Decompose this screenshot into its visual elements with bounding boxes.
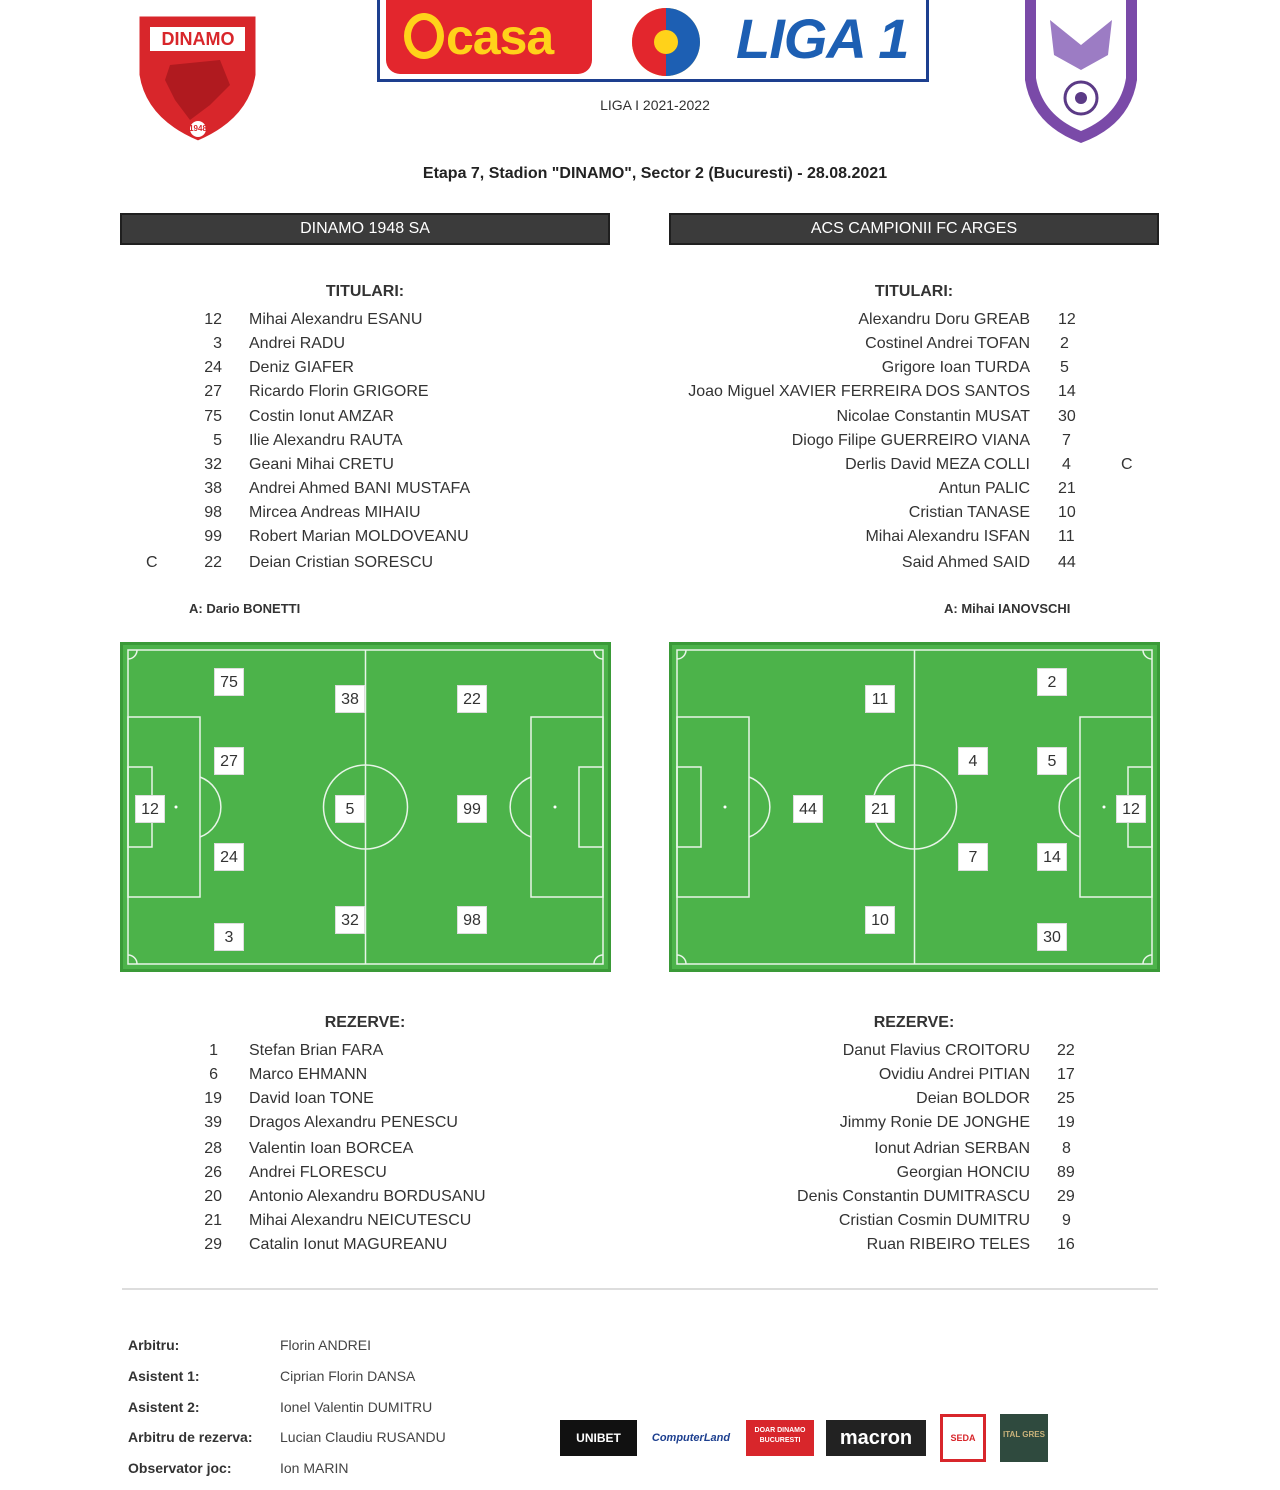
player-name: Derlis David MEZA COLLI bbox=[845, 456, 1030, 473]
away-team-bar: ACS CAMPIONII FC ARGES bbox=[669, 213, 1159, 245]
official-name: Ionel Valentin DUMITRU bbox=[280, 1399, 433, 1415]
home-coach: A: Dario BONETTI bbox=[189, 601, 301, 616]
player-number: 6 bbox=[209, 1066, 218, 1083]
player-number: 75 bbox=[204, 408, 222, 425]
list-item bbox=[640, 407, 1140, 431]
player-number: 4 bbox=[1062, 456, 1071, 473]
player-name: Ricardo Florin GRIGORE bbox=[249, 383, 429, 400]
away-starters-title: TITULARI: bbox=[874, 283, 954, 300]
pitch-player: 75 bbox=[214, 668, 244, 696]
player-name: Grigore Ioan TURDA bbox=[881, 359, 1030, 376]
player-name: Deian Cristian SORESCU bbox=[249, 554, 434, 571]
player-number: 8 bbox=[1062, 1140, 1071, 1157]
player-name: Antun PALIC bbox=[938, 480, 1030, 497]
player-number: 12 bbox=[204, 311, 222, 328]
player-number: 5 bbox=[213, 432, 222, 449]
player-name: Deian BOLDOR bbox=[916, 1090, 1030, 1107]
list-item bbox=[130, 1163, 610, 1187]
list-item bbox=[640, 1211, 1140, 1235]
player-name: Andrei Ahmed BANI MUSTAFA bbox=[249, 480, 471, 497]
list-item bbox=[640, 479, 1140, 503]
player-name: Cristian Cosmin DUMITRU bbox=[838, 1212, 1030, 1229]
list-item bbox=[640, 1089, 1140, 1113]
player-name: Ionut Adrian SERBAN bbox=[874, 1140, 1030, 1157]
list-item bbox=[640, 1163, 1140, 1187]
player-number: 10 bbox=[1058, 504, 1076, 521]
player-name: Costinel Andrei TOFAN bbox=[865, 335, 1030, 352]
list-item bbox=[130, 553, 610, 577]
player-number: 14 bbox=[1058, 383, 1076, 400]
player-name: Mihai Alexandru ISFAN bbox=[865, 528, 1030, 545]
pitch-player: 2 bbox=[1037, 668, 1067, 696]
liga-logo bbox=[377, 0, 929, 82]
official-name: Ion MARIN bbox=[280, 1460, 349, 1476]
player-number: 22 bbox=[1057, 1042, 1075, 1059]
player-name: Costin Ionut AMZAR bbox=[249, 408, 394, 425]
away-formation-pitch bbox=[669, 642, 1160, 972]
arges-crest bbox=[1020, 0, 1142, 145]
player-number: 12 bbox=[1058, 311, 1076, 328]
list-item bbox=[640, 455, 1140, 479]
football-icon bbox=[610, 2, 722, 76]
player-name: Mihai Alexandru NEICUTESCU bbox=[249, 1212, 472, 1229]
list-item bbox=[640, 1065, 1140, 1089]
official-label: Arbitru: bbox=[128, 1337, 180, 1353]
player-number: 38 bbox=[204, 480, 222, 497]
player-number: 11 bbox=[1058, 528, 1075, 545]
list-item bbox=[640, 334, 1140, 358]
pitch-player: 3 bbox=[214, 923, 244, 951]
player-number: 99 bbox=[204, 528, 222, 545]
player-number: 30 bbox=[1058, 408, 1076, 425]
list-item bbox=[130, 527, 610, 551]
sponsor-macron: macron bbox=[826, 1420, 926, 1456]
list-item bbox=[640, 358, 1140, 382]
pitch-player: 12 bbox=[1116, 795, 1146, 823]
list-item bbox=[130, 334, 610, 358]
list-item bbox=[130, 503, 610, 527]
player-number: 17 bbox=[1057, 1066, 1075, 1083]
player-number: 44 bbox=[1058, 554, 1076, 571]
sponsor-doar-dinamo: DOAR DINAMO BUCURESTI bbox=[746, 1420, 814, 1456]
dinamo-crest-text: DINAMO bbox=[161, 29, 235, 49]
official-name: Florin ANDREI bbox=[280, 1337, 372, 1353]
list-item bbox=[130, 358, 610, 382]
list-item bbox=[130, 1089, 610, 1113]
list-item bbox=[130, 1235, 610, 1259]
pitch-player: 14 bbox=[1037, 843, 1067, 871]
official-label: Asistent 1: bbox=[128, 1368, 200, 1384]
pitch-lines-icon bbox=[672, 645, 1157, 969]
list-item bbox=[640, 527, 1140, 551]
liga-text: LIGA 1 bbox=[736, 7, 909, 70]
list-item bbox=[640, 1041, 1140, 1065]
captain-marker: C bbox=[1121, 456, 1133, 473]
player-name: Antonio Alexandru BORDUSANU bbox=[249, 1188, 486, 1205]
player-name: Robert Marian MOLDOVEANU bbox=[249, 528, 469, 545]
list-item bbox=[130, 1139, 610, 1163]
player-name: Deniz GIAFER bbox=[249, 359, 354, 376]
player-number: 9 bbox=[1062, 1212, 1071, 1229]
player-number: 7 bbox=[1062, 432, 1071, 449]
pitch-player: 4 bbox=[958, 747, 988, 775]
list-item bbox=[130, 382, 610, 406]
player-name: David Ioan TONE bbox=[249, 1090, 374, 1107]
list-item bbox=[130, 431, 610, 455]
away-reserves-title: REZERVE: bbox=[873, 1014, 955, 1031]
pitch-player: 44 bbox=[793, 795, 823, 823]
arges-crest-icon bbox=[1020, 0, 1142, 145]
player-number: 26 bbox=[204, 1164, 222, 1181]
player-name: Alexandru Doru GREAB bbox=[858, 311, 1030, 328]
pitch-player: 10 bbox=[865, 906, 895, 934]
player-number: 98 bbox=[204, 504, 222, 521]
list-item bbox=[640, 431, 1140, 455]
player-number: 19 bbox=[1057, 1114, 1075, 1131]
list-item bbox=[130, 310, 610, 334]
player-name: Denis Constantin DUMITRASCU bbox=[797, 1188, 1030, 1205]
pitch-player: 99 bbox=[457, 795, 487, 823]
player-number: 5 bbox=[1060, 359, 1069, 376]
pitch-player: 7 bbox=[958, 843, 988, 871]
player-number: 22 bbox=[204, 554, 222, 571]
casa-logo bbox=[386, 0, 592, 74]
casa-c-icon bbox=[404, 13, 444, 59]
list-item bbox=[640, 1139, 1140, 1163]
player-name: Geani Mihai CRETU bbox=[249, 456, 394, 473]
player-number: 3 bbox=[213, 335, 222, 352]
dinamo-crest-year: 1948 bbox=[189, 124, 207, 133]
player-number: 29 bbox=[204, 1236, 222, 1253]
sponsor-computerland: ComputerLand bbox=[651, 1432, 731, 1444]
player-name: Marco EHMANN bbox=[249, 1066, 368, 1083]
pitch-player: 5 bbox=[335, 795, 365, 823]
player-name: Andrei FLORESCU bbox=[249, 1164, 387, 1181]
season-label: LIGA I 2021-2022 bbox=[600, 97, 710, 113]
player-number: 25 bbox=[1057, 1090, 1075, 1107]
pitch-player: 38 bbox=[335, 685, 365, 713]
player-name: Diogo Filipe GUERREIRO VIANA bbox=[791, 432, 1030, 449]
list-item bbox=[130, 1211, 610, 1235]
pitch-lines-icon bbox=[123, 645, 608, 969]
list-item bbox=[130, 1113, 610, 1137]
player-name: Andrei RADU bbox=[249, 335, 346, 352]
player-name: Catalin Ionut MAGUREANU bbox=[249, 1236, 448, 1253]
divider bbox=[122, 1288, 1158, 1290]
player-number: 29 bbox=[1057, 1188, 1075, 1205]
home-formation-pitch bbox=[120, 642, 611, 972]
official-name: Ciprian Florin DANSA bbox=[280, 1368, 416, 1384]
list-item bbox=[640, 382, 1140, 406]
sponsor-unibet: UNIBET bbox=[560, 1420, 637, 1456]
player-name: Said Ahmed SAID bbox=[901, 554, 1030, 571]
home-reserves-title: REZERVE: bbox=[324, 1014, 406, 1031]
list-item bbox=[640, 1113, 1140, 1137]
home-starters-title: TITULARI: bbox=[325, 283, 405, 300]
player-number: 20 bbox=[204, 1188, 222, 1205]
player-name: Nicolae Constantin MUSAT bbox=[836, 408, 1030, 425]
list-item bbox=[130, 455, 610, 479]
official-label: Asistent 2: bbox=[128, 1399, 200, 1415]
player-number: 24 bbox=[204, 359, 222, 376]
player-number: 28 bbox=[204, 1140, 222, 1157]
list-item bbox=[640, 1235, 1140, 1259]
player-number: 27 bbox=[204, 383, 222, 400]
player-name: Valentin Ioan BORCEA bbox=[249, 1140, 414, 1157]
pitch-player: 27 bbox=[214, 747, 244, 775]
player-number: 19 bbox=[204, 1090, 222, 1107]
player-name: Ilie Alexandru RAUTA bbox=[249, 432, 403, 449]
official-label: Arbitru de rezerva: bbox=[128, 1429, 253, 1445]
list-item bbox=[640, 310, 1140, 334]
player-number: 1 bbox=[209, 1042, 218, 1059]
list-item bbox=[130, 1065, 610, 1089]
away-coach: A: Mihai IANOVSCHI bbox=[944, 601, 1071, 616]
sponsor-ital-gres: ITAL GRES bbox=[1000, 1414, 1048, 1462]
sponsor-seda: SEDA bbox=[940, 1414, 986, 1462]
list-item bbox=[130, 407, 610, 431]
pitch-player: 24 bbox=[214, 843, 244, 871]
player-number: 39 bbox=[204, 1114, 222, 1131]
pitch-player: 32 bbox=[335, 906, 365, 934]
player-name: Cristian TANASE bbox=[908, 504, 1030, 521]
match-info: Etapa 7, Stadion "DINAMO", Sector 2 (Bucuresti) - 28.08.2021 bbox=[422, 165, 888, 182]
player-number: 32 bbox=[204, 456, 222, 473]
official-label: Observator joc: bbox=[128, 1460, 232, 1476]
player-name: Stefan Brian FARA bbox=[249, 1042, 384, 1059]
pitch-player: 22 bbox=[457, 685, 487, 713]
list-item bbox=[640, 503, 1140, 527]
casa-text: casa bbox=[446, 9, 554, 65]
list-item bbox=[640, 553, 1140, 577]
player-number: 16 bbox=[1057, 1236, 1075, 1253]
player-name: Joao Miguel XAVIER FERREIRA DOS SANTOS bbox=[688, 383, 1030, 400]
player-name: Mihai Alexandru ESANU bbox=[249, 311, 423, 328]
player-name: Ruan RIBEIRO TELES bbox=[866, 1236, 1030, 1253]
player-number: 89 bbox=[1057, 1164, 1075, 1181]
pitch-player: 11 bbox=[865, 685, 895, 713]
player-name: Georgian HONCIU bbox=[896, 1164, 1030, 1181]
player-name: Danut Flavius CROITORU bbox=[842, 1042, 1030, 1059]
dinamo-crest bbox=[130, 5, 265, 145]
list-item bbox=[130, 1041, 610, 1065]
pitch-player: 12 bbox=[135, 795, 165, 823]
player-number: 2 bbox=[1060, 335, 1069, 352]
official-name: Lucian Claudiu RUSANDU bbox=[280, 1429, 446, 1445]
player-number: 21 bbox=[204, 1212, 222, 1229]
pitch-player: 21 bbox=[865, 795, 895, 823]
list-item bbox=[130, 479, 610, 503]
pitch-player: 30 bbox=[1037, 923, 1067, 951]
list-item bbox=[640, 1187, 1140, 1211]
pitch-player: 5 bbox=[1037, 747, 1067, 775]
player-name: Ovidiu Andrei PITIAN bbox=[878, 1066, 1030, 1083]
player-name: Mircea Andreas MIHAIU bbox=[249, 504, 421, 521]
list-item bbox=[130, 1187, 610, 1211]
player-name: Dragos Alexandru PENESCU bbox=[249, 1114, 458, 1131]
player-number: 21 bbox=[1058, 480, 1076, 497]
home-team-bar: DINAMO 1948 SA bbox=[120, 213, 610, 245]
captain-marker: C bbox=[146, 554, 158, 571]
player-name: Jimmy Ronie DE JONGHE bbox=[839, 1114, 1030, 1131]
pitch-player: 98 bbox=[457, 906, 487, 934]
